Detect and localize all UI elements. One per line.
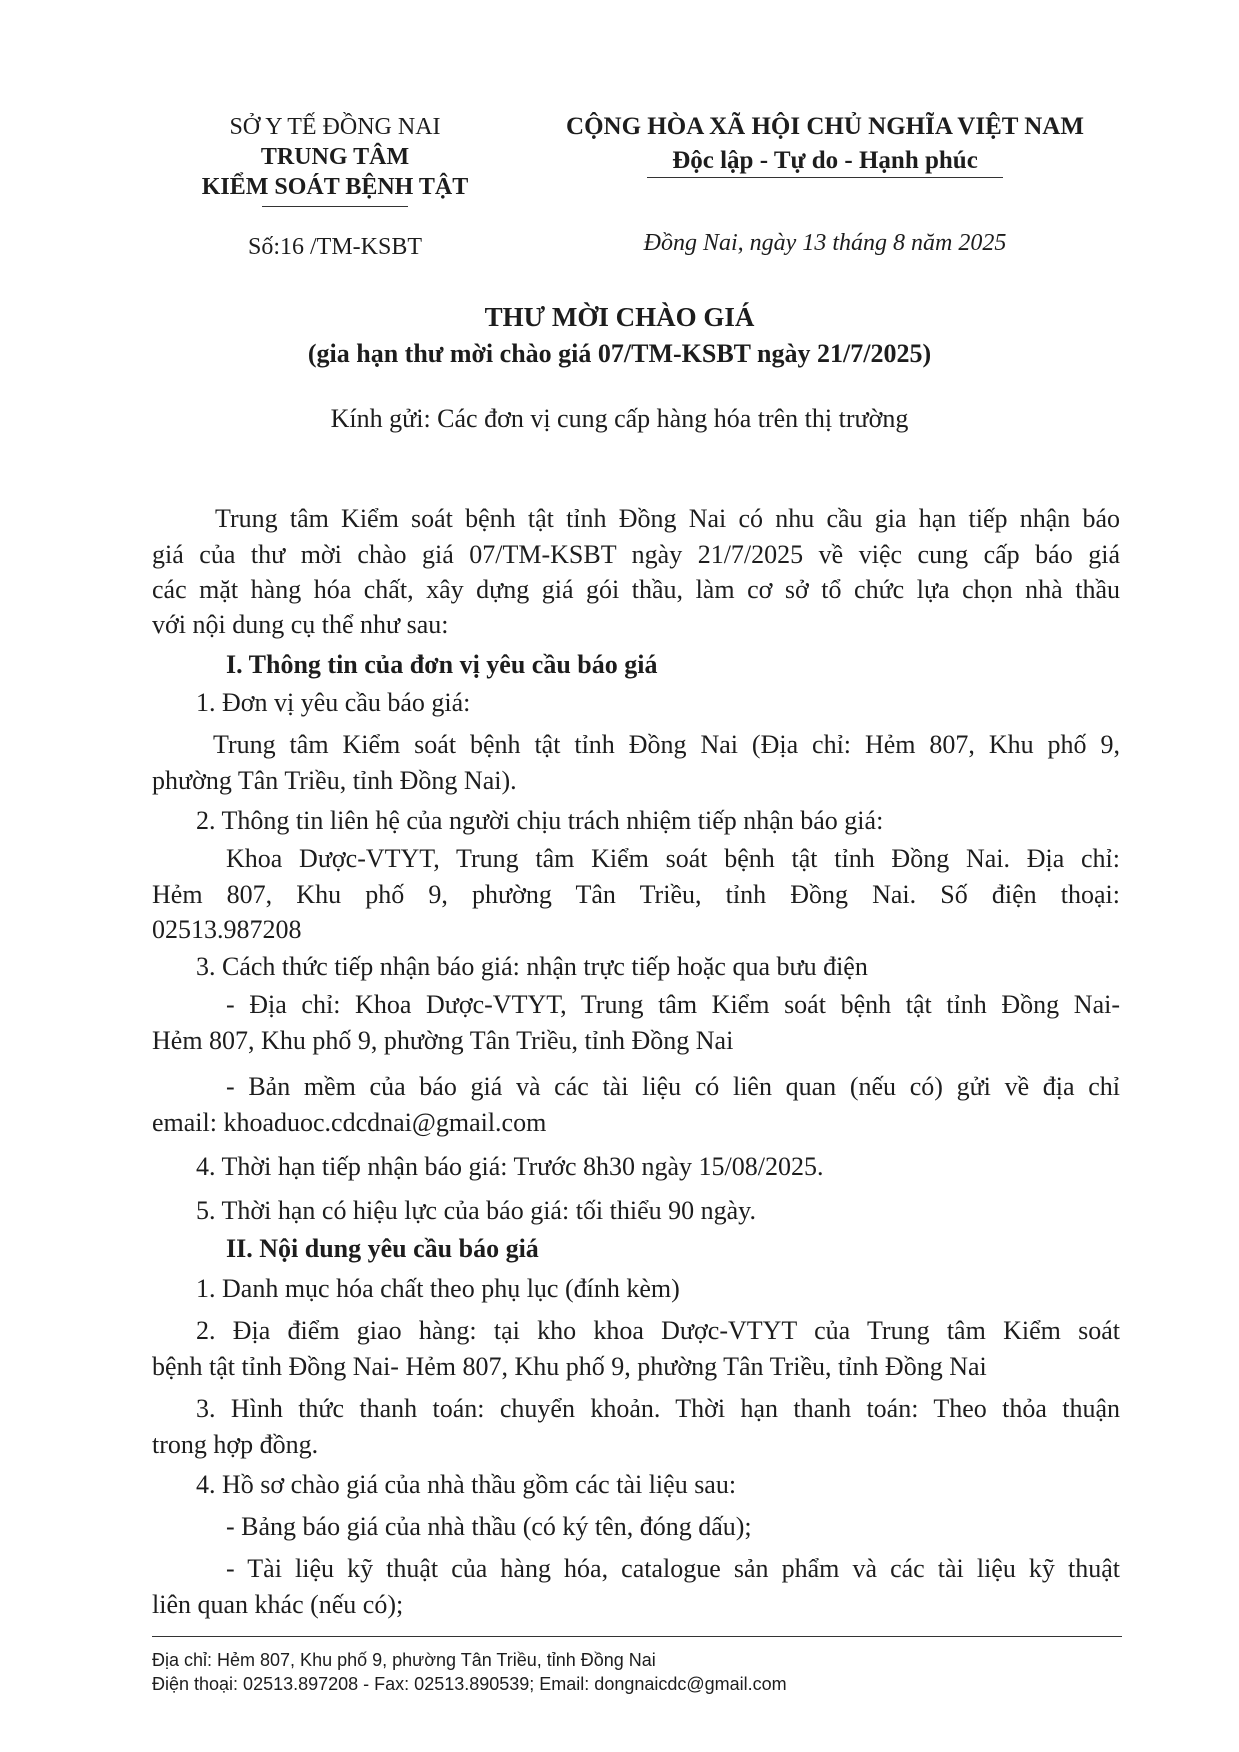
intro-line-4: với nội dung cụ thể như sau:: [152, 610, 449, 639]
place-date: Đồng Nai, ngày 13 tháng 8 năm 2025: [643, 230, 1007, 256]
section-1-item-1-line-1: Trung tâm Kiểm soát bệnh tật tỉnh Đồng Nai (Địa chỉ: Hẻm 807, Khu phố 9,: [213, 730, 1120, 759]
section-2-item-2-line-1: 2. Địa điểm giao hàng: tại kho khoa Dược-VTYT của Trung tâm Kiểm soát: [196, 1316, 1120, 1345]
issuer-block: [170, 112, 500, 202]
section-2-heading: II. Nội dung yêu cầu báo giá: [226, 1234, 539, 1263]
section-2-item-4-quote-sheet: - Bảng báo giá của nhà thầu (có ký tên, đóng dấu);: [226, 1512, 752, 1541]
section-1-item-2-phone: 02513.987208: [152, 915, 302, 944]
footer-address: Địa chỉ: Hẻm 807, Khu phố 9, phường Tân Triều, tỉnh Đồng Nai: [152, 1650, 656, 1670]
section-1-item-3-softcopy-1: - Bản mềm của báo giá và các tài liệu có liên quan (nếu có) gửi về địa chỉ: [226, 1072, 1120, 1101]
motto-underline: [647, 177, 1003, 178]
document-number: Số:16 /TM-KSBT: [247, 234, 423, 260]
document-title: THƯ MỜI CHÀO GIÁ: [484, 302, 755, 332]
intro-line-3: các mặt hàng hóa chất, xây dựng giá gói thầu, làm cơ sở tổ chức lựa chọn nhà thầu: [152, 575, 1120, 604]
section-1-item-3-email: email: khoaduoc.cdcdnai@gmail.com: [152, 1108, 547, 1137]
section-1-item-1: 1. Đơn vị yêu cầu báo giá:: [196, 688, 471, 717]
section-1-item-3-address-2: Hẻm 807, Khu phố 9, phường Tân Triều, tỉnh Đồng Nai: [152, 1026, 734, 1055]
section-2-item-4-technical-docs-1: - Tài liệu kỹ thuật của hàng hóa, catalogue sản phẩm và các tài liệu kỹ thuật: [226, 1554, 1120, 1583]
document-subtitle: (gia hạn thư mời chào giá 07/TM-KSBT ngày 21/7/2025): [307, 339, 932, 368]
issuer-center: TRUNG TÂM: [260, 144, 410, 170]
section-1-item-1-line-2: phường Tân Triều, tỉnh Đồng Nai).: [152, 766, 517, 795]
section-1-item-5: 5. Thời hạn có hiệu lực của báo giá: tối thiểu 90 ngày.: [196, 1196, 756, 1225]
section-2-item-1: 1. Danh mục hóa chất theo phụ lục (đính kèm): [196, 1274, 680, 1303]
section-1-item-3-address-1: - Địa chỉ: Khoa Dược-VTYT, Trung tâm Kiểm soát bệnh tật tỉnh Đồng Nai-: [226, 990, 1120, 1019]
issuer-department: SỞ Y TẾ ĐỒNG NAI: [229, 114, 441, 140]
section-1-item-2-line-1: Khoa Dược-VTYT, Trung tâm Kiểm soát bệnh tật tỉnh Đồng Nai. Địa chỉ:: [226, 844, 1120, 873]
issuer-center-name: KIỂM SOÁT BỆNH TẬT: [201, 174, 469, 200]
section-1-item-2: 2. Thông tin liên hệ của người chịu trách nhiệm tiếp nhận báo giá:: [196, 806, 884, 835]
intro-line-1: Trung tâm Kiểm soát bệnh tật tỉnh Đồng Nai có nhu cầu gia hạn tiếp nhận báo: [215, 504, 1120, 533]
intro-line-2: giá của thư mời chào giá 07/TM-KSBT ngày 21/7/2025 về việc cung cấp báo giá: [152, 540, 1120, 569]
section-1-item-3: 3. Cách thức tiếp nhận báo giá: nhận trực tiếp hoặc qua bưu điện: [196, 952, 868, 981]
section-2-item-2-line-2: bệnh tật tỉnh Đồng Nai- Hẻm 807, Khu phố 9, phường Tân Triều, tỉnh Đồng Nai: [152, 1352, 987, 1381]
national-motto: Độc lập - Tự do - Hạnh phúc: [672, 147, 978, 174]
nation-title: CỘNG HÒA XÃ HỘI CHỦ NGHĨA VIỆT NAM: [566, 113, 1084, 140]
recipient-line: Kính gửi: Các đơn vị cung cấp hàng hóa trên thị trường: [330, 404, 909, 433]
section-1-item-2-line-2: Hẻm 807, Khu phố 9, phường Tân Triều, tỉnh Đồng Nai. Số điện thoại:: [152, 880, 1120, 909]
section-1-heading: I. Thông tin của đơn vị yêu cầu báo giá: [226, 650, 658, 679]
footer-contact: Điện thoại: 02513.897208 - Fax: 02513.890539; Email: dongnaicdc@gmail.com: [152, 1674, 787, 1694]
section-2-item-4: 4. Hồ sơ chào giá của nhà thầu gồm các tài liệu sau:: [196, 1470, 737, 1499]
section-1-item-4: 4. Thời hạn tiếp nhận báo giá: Trước 8h30 ngày 15/08/2025.: [196, 1152, 824, 1181]
section-2-item-3-line-2: trong hợp đồng.: [152, 1430, 319, 1459]
issuer-underline: [262, 206, 408, 207]
section-2-item-3-line-1: 3. Hình thức thanh toán: chuyển khoản. Thời hạn thanh toán: Theo thỏa thuận: [196, 1394, 1120, 1423]
section-2-item-4-technical-docs-2: liên quan khác (nếu có);: [152, 1590, 404, 1619]
footer-rule: [152, 1636, 1122, 1637]
